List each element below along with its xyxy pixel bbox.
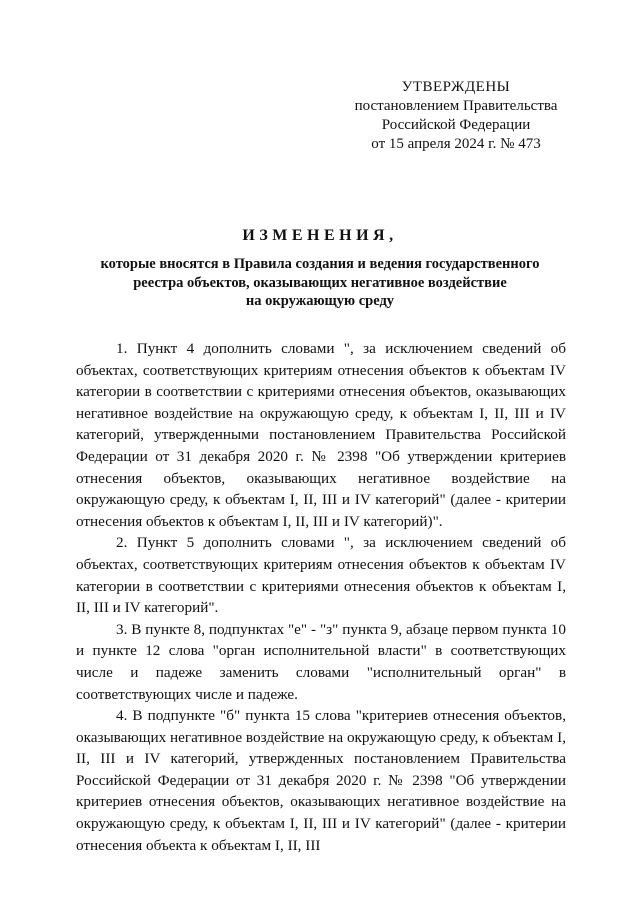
- approval-heading: УТВЕРЖДЕНЫ: [401, 79, 511, 95]
- approval-block: [340, 78, 572, 154]
- amendment-paragraph: 2. Пункт 5 дополнить словами ", за исключением сведений об объектах, соответствующих критериям отнесения объектов к объектам IV категории в соответствии с критериями отнесения объектов к объектам I, II, III и IV категорий".: [76, 534, 566, 617]
- document-subtitle-line: на окружающую среду: [245, 293, 395, 309]
- amendment-paragraph: 3. В пункте 8, подпунктах "е" - "з" пункта 9, абзаце первом пункта 10 и пункте 12 слова "орган исполнительной власти" в соответствующих числе и падеже заменить словами "исполнительный орган" в соответствующих числе и падеже.: [76, 620, 566, 703]
- amendment-paragraph: 4. В подпункте "б" пункта 15 слова "критериев отнесения объектов, оказывающих негативное воздействие на окружающую среду, к объектам I, II, III и IV категорий, утвержденных постановлением Правительства Российской Федерации от 31 декабря 2020 г. № 2398 "Об утверждении критериев отнесения объектов, оказывающих негативное воздействие на окружающую среду, к объектам I, II, III и IV категорий" (далее - критерии отнесения объекта к объектам I, II, III: [76, 707, 566, 854]
- document-subtitle-line: реестра объектов, оказывающих негативное воздействие: [133, 274, 507, 291]
- approval-line: от 15 апреля 2024 г. № 473: [371, 136, 541, 152]
- document-title-block: [74, 226, 566, 311]
- document-body: [76, 338, 566, 856]
- document-subtitle-line: которые вносятся в Правила создания и ведения государственного: [100, 256, 540, 272]
- document-title: ИЗМЕНЕНИЯ,: [242, 227, 398, 244]
- approval-line: постановлением Правительства: [354, 98, 558, 114]
- amendment-paragraph: 1. Пункт 4 дополнить словами ", за исключением сведений об объектах, соответствующих критериям отнесения объектов к объектам IV категории в соответствии с критериями отнесения объектов, оказывающих негативное воздействие на окружающую среду, к объектам I, II, III и IV категорий, утвержденными постановлением Правительства Российской Федерации от 31 декабря 2020 г. № 2398 "Об утверждении критериев отнесения объектов, оказывающих негативное воздействие на окружающую среду, к объектам I, II, III и IV категорий" (далее - критерии отнесения объектов к объектам I, II, III и IV категорий)".: [76, 340, 566, 530]
- approval-line: Российской Федерации: [381, 117, 531, 133]
